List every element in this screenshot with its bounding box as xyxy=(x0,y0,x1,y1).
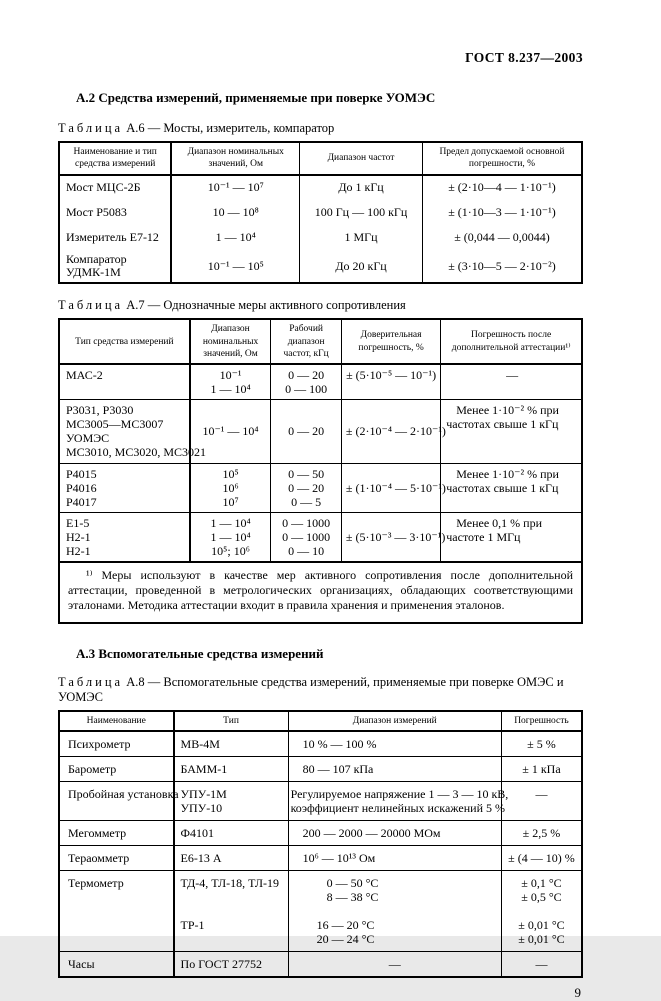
cell-range: 10 % — 100 % xyxy=(288,731,501,757)
cell-error: ± (4 — 10) % xyxy=(501,846,582,871)
table-row xyxy=(59,226,582,251)
table-a6-caption xyxy=(58,121,583,136)
cell-name: Мост Р5083 xyxy=(66,205,127,220)
cell-after-attestation: — xyxy=(441,364,582,400)
cell-error: ± (0,044 — 0,0044) xyxy=(422,226,582,251)
cell-freq: 0 — 20 0 — 100 xyxy=(271,364,342,400)
cell-name: Мегомметр xyxy=(59,821,174,846)
column-header: Тип средства измерений xyxy=(59,319,190,364)
table-row xyxy=(59,463,582,512)
cell-range: 10⁶ — 10¹³ Ом xyxy=(288,846,501,871)
column-header: Доверительная погрешность, % xyxy=(341,319,440,364)
cell-type: Р3031, Р3030 МС3005—МС3007 УОМЭС МС3010, МС3020, МС3021 xyxy=(59,400,190,463)
table-a7-header-row xyxy=(59,319,582,364)
table-row xyxy=(59,731,582,757)
cell-name: Барометр xyxy=(59,757,174,782)
cell-freq: До 20 кГц xyxy=(300,251,423,284)
cell-range: 0 — 50 °С 8 — 38 °С 16 — 20 °С 20 — 24 °С xyxy=(288,871,501,952)
doc-number: ГОСТ 8.237—2003 xyxy=(465,50,583,65)
column-header: Предел допускаемой основной погрешности, % xyxy=(422,142,582,175)
cell-freq: 0 — 50 0 — 20 0 — 5 xyxy=(271,463,342,512)
table-a6-header-row xyxy=(59,142,582,175)
table-a8 xyxy=(58,710,583,979)
cell-type: УПУ-1М УПУ-10 xyxy=(174,782,289,821)
table-row xyxy=(59,757,582,782)
table-row xyxy=(59,846,582,871)
cell-error: — xyxy=(501,782,582,821)
cell-range: 10⁻¹ — 10⁷ xyxy=(171,175,299,201)
table-a7-caption-rest: А.7 — Однозначные меры активного сопротивления xyxy=(126,298,406,313)
cell-type: ТД-4, ТЛ-18, ТЛ-19 ТР-1 xyxy=(174,871,289,952)
table-row xyxy=(59,251,582,284)
cell-name: Мост МЦС-2Б xyxy=(66,180,141,195)
footnote-text: ¹⁾ Меры используют в качестве мер активного сопротивления после дополнительной аттестации, проведенной в метрологических организациях, обладающих соответствующими эталонами. Методика аттестации входит в правила хранения и применения эталонов. xyxy=(68,567,573,613)
table-a6-caption-rest: А.6 — Мосты, измеритель, компаратор xyxy=(126,121,335,135)
cell-type: МАС-2 xyxy=(59,364,190,400)
table-row xyxy=(59,952,582,978)
cell-after-attestation: Менее 0,1 % при частоте 1 МГц xyxy=(441,512,582,562)
cell-freq: До 1 кГц xyxy=(300,175,423,201)
cell-range: 80 — 107 кПа xyxy=(288,757,501,782)
table-a6 xyxy=(58,141,583,284)
cell-confidence: ± (1·10⁻⁴ — 5·10⁻¹) xyxy=(341,463,440,512)
cell-range: Регулируемое напряжение 1 — 3 — 10 кВ, коэффициент нелинейных искажений 5 % xyxy=(288,782,501,821)
cell-error: — xyxy=(501,952,582,978)
page-number: 9 xyxy=(574,985,581,1001)
table-row xyxy=(59,364,582,400)
cell-error: ± 5 % xyxy=(501,731,582,757)
section-heading-a2: А.2 Средства измерений, применяемые при поверке УОМЭС xyxy=(76,90,436,105)
column-header: Диапазон измерений xyxy=(288,711,501,731)
column-header: Тип xyxy=(174,711,289,731)
cell-range: 10⁻¹ 1 — 10⁴ xyxy=(190,364,271,400)
cell-name: Тераомметр xyxy=(59,846,174,871)
table-row xyxy=(59,175,582,201)
cell-error: ± 1 кПа xyxy=(501,757,582,782)
cell-freq: 0 — 1000 0 — 1000 0 — 10 xyxy=(271,512,342,562)
cell-type: По ГОСТ 27752 xyxy=(174,952,289,978)
table-a8-caption-word: Таблица xyxy=(58,674,124,689)
table-a7-caption-word: Таблица xyxy=(58,298,124,313)
cell-freq: 0 — 20 xyxy=(271,400,342,463)
table-row xyxy=(59,201,582,226)
cell-error: ± (2·10—4 — 1·10⁻¹) xyxy=(422,175,582,201)
table-a8-header-row xyxy=(59,711,582,731)
column-header: Погрешность xyxy=(501,711,582,731)
cell-range: 10⁻¹ — 10⁵ xyxy=(171,251,299,284)
section-heading-a3: А.3 Вспомогательные средства измерений xyxy=(76,645,324,661)
cell-range: 10⁵ 10⁶ 10⁷ xyxy=(190,463,271,512)
cell-name: Компаратор УДМК-1М xyxy=(66,251,127,280)
cell-error: ± (3·10—5 — 2·10⁻²) xyxy=(422,251,582,284)
cell-range: 1 — 10⁴ 1 — 10⁴ 10⁵; 10⁶ xyxy=(190,512,271,562)
table-row xyxy=(59,821,582,846)
cell-after-attestation: Менее 1·10⁻² % при частотах свыше 1 кГц xyxy=(441,463,582,512)
table-a6-caption-word: Таблица xyxy=(58,121,124,135)
cell-freq: 1 МГц xyxy=(300,226,423,251)
cell-name: Термометр xyxy=(59,871,174,952)
table-footnote-row xyxy=(59,562,582,623)
column-header: Диапазон номинальных значений, Ом xyxy=(171,142,299,175)
table-a7 xyxy=(58,318,583,623)
cell-error: ± 2,5 % xyxy=(501,821,582,846)
table-row xyxy=(59,512,582,562)
cell-range: 200 — 2000 — 20000 МОм xyxy=(288,821,501,846)
column-header: Наименование и тип средства измерений xyxy=(59,142,171,175)
cell-type: Ф4101 xyxy=(174,821,289,846)
cell-type: МВ-4М xyxy=(174,731,289,757)
cell-confidence: ± (2·10⁻⁴ — 2·10⁻¹) xyxy=(341,400,440,463)
cell-range: 1 — 10⁴ xyxy=(171,226,299,251)
footnote-cell xyxy=(59,562,582,623)
cell-freq: 100 Гц — 100 кГц xyxy=(300,201,423,226)
cell-name: Часы xyxy=(59,952,174,978)
cell-name: Пробойная установка xyxy=(59,782,174,821)
column-header: Наименование xyxy=(59,711,174,731)
cell-error: ± 0,1 °С ± 0,5 °С ± 0,01 °С ± 0,01 °С xyxy=(501,871,582,952)
column-header: Погрешность после дополнительной аттестации¹⁾ xyxy=(441,319,582,364)
cell-type: Е6-13 А xyxy=(174,846,289,871)
cell-type: БАММ-1 xyxy=(174,757,289,782)
table-row xyxy=(59,400,582,463)
column-header: Диапазон номинальных значений, Ом xyxy=(190,319,271,364)
table-a8-caption-rest: А.8 — Вспомогательные средства измерений, применяемые при поверке ОМЭС и УОМЭС xyxy=(58,674,564,704)
table-row xyxy=(59,871,582,952)
cell-range: 10 — 10⁸ xyxy=(171,201,299,226)
table-a7-caption xyxy=(58,298,583,313)
cell-range: 10⁻¹ — 10⁴ xyxy=(190,400,271,463)
cell-type: Р4015 Р4016 Р4017 xyxy=(59,463,190,512)
cell-after-attestation: Менее 1·10⁻² % при частотах свыше 1 кГц xyxy=(441,400,582,463)
column-header: Рабочий диапазон частот, кГц xyxy=(271,319,342,364)
cell-error: ± (1·10—3 — 1·10⁻¹) xyxy=(422,201,582,226)
cell-name: Измеритель Е7-12 xyxy=(66,230,159,245)
cell-confidence: ± (5·10⁻³ — 3·10⁻¹) xyxy=(341,512,440,562)
cell-range: — xyxy=(288,952,501,978)
cell-type: Е1-5 Н2-1 Н2-1 xyxy=(59,512,190,562)
column-header: Диапазон частот xyxy=(300,142,423,175)
table-a8-caption xyxy=(58,675,583,705)
cell-confidence: ± (5·10⁻⁵ — 10⁻¹) xyxy=(341,364,440,400)
cell-name: Психрометр xyxy=(59,731,174,757)
table-row xyxy=(59,782,582,821)
